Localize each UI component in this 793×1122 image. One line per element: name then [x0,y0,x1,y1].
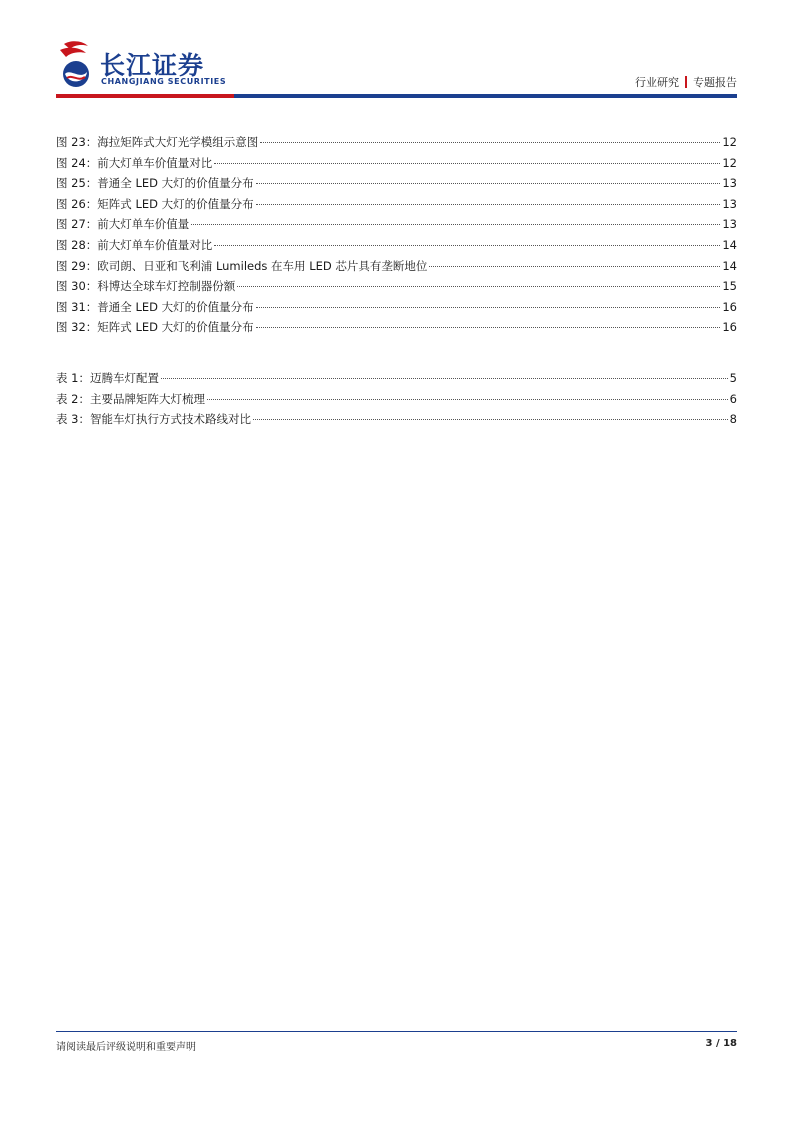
changjiang-logo-icon [56,40,96,90]
toc-page-number: 6 [729,391,737,406]
toc-leader [260,142,720,143]
toc-leader [161,378,728,379]
toc-page-number: 16 [722,320,737,335]
toc-leader [256,183,721,184]
toc-table-row[interactable] [56,391,737,412]
page-header [0,0,793,100]
toc-figure-row[interactable] [56,237,737,258]
toc-figure-row[interactable] [56,319,737,340]
toc-figure-row[interactable] [56,155,737,176]
toc-label: 图 30：科博达全球车灯控制器份额 [56,279,236,294]
footer-page-number: 3 / 18 [705,1038,737,1049]
toc-leader [256,327,721,328]
toc-figure-row[interactable] [56,299,737,320]
toc-label: 表 2：主要品牌矩阵大灯梳理 [56,391,205,406]
toc-leader [237,286,720,287]
logo-english-name: CHANGJIANG SECURITIES [101,77,227,86]
toc-leader [429,266,720,267]
toc-page-number: 16 [722,299,737,314]
logo-chinese-name: 长江证券 [100,51,205,80]
header-rule-red [56,94,234,98]
toc-label: 图 28：前大灯单车价值量对比 [56,237,213,252]
toc-page-number: 13 [722,217,737,232]
toc-page-number: 13 [722,176,737,191]
footer-rule [56,1031,737,1032]
toc-label: 表 3：智能车灯执行方式技术路线对比 [56,412,251,427]
toc-leader [256,204,721,205]
report-type-label: 专题报告 [693,76,737,89]
toc-figure-row[interactable] [56,196,737,217]
toc-table-row[interactable] [56,370,737,391]
toc-leader [207,399,728,400]
toc-figure-row[interactable] [56,175,737,196]
toc-label: 图 27：前大灯单车价值量 [56,217,190,232]
toc-label: 图 25：普通全 LED 大灯的价值量分布 [56,176,254,191]
category-separator [685,76,687,88]
toc-figure-row[interactable] [56,258,737,279]
table-list [56,370,737,432]
toc-label: 图 32：矩阵式 LED 大灯的价值量分布 [56,320,254,335]
toc-leader [214,163,720,164]
toc-page-number: 8 [729,412,737,427]
category-label: 行业研究 [635,76,679,89]
toc-figure-row[interactable] [56,134,737,155]
toc-table-row[interactable] [56,411,737,432]
toc-page-number: 14 [722,237,737,252]
toc-label: 图 23：海拉矩阵式大灯光学模组示意图 [56,135,259,149]
toc-page-number: 13 [722,196,737,211]
toc-label: 表 1：迈腾车灯配置 [56,371,159,385]
toc-page-number: 15 [722,279,737,294]
toc-leader [256,307,721,308]
toc-leader [214,245,720,246]
toc-page-number: 14 [722,258,737,273]
toc-leader [253,419,728,420]
toc-label: 图 31：普通全 LED 大灯的价值量分布 [56,299,254,314]
toc-label: 图 26：矩阵式 LED 大灯的价值量分布 [56,196,254,211]
report-category [635,74,737,90]
toc-figure-row[interactable] [56,216,737,237]
figure-list [56,134,737,340]
footer-disclaimer: 请阅读最后评级说明和重要声明 [56,1042,196,1053]
toc-page-number: 12 [722,155,737,170]
toc-leader [191,224,720,225]
toc-figure-row[interactable] [56,278,737,299]
toc-label: 图 29：欧司朗、日亚和飞利浦 Lumileds 在车用 LED 芯片具有垄断地位 [56,258,428,273]
toc-page-number: 12 [722,135,737,149]
toc-label: 图 24：前大灯单车价值量对比 [56,155,213,170]
toc-page-number: 5 [729,371,737,385]
